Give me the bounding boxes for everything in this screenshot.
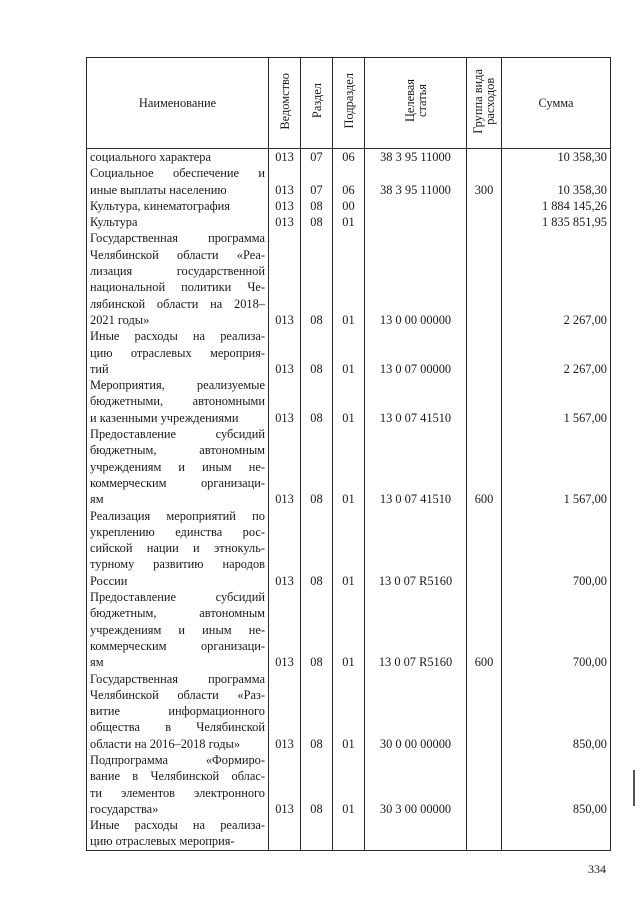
cell-podrazdel: 06 [333,149,365,166]
cell-name: Реализация мероприятий по укреплению единства рос- сийской нации и этнокуль- турному развитию народов России [87,508,269,589]
cell-podrazdel: 01 [333,377,365,426]
cell-vedomstvo: 013 [269,149,301,166]
table-row [87,230,611,328]
cell-podrazdel: 01 [333,671,365,752]
cell-podrazdel: 01 [333,508,365,589]
table-row [87,149,611,166]
cell-vedomstvo: 013 [269,589,301,670]
cell-vedomstvo: 013 [269,328,301,377]
cell-summa [502,817,611,850]
table-row [87,817,611,850]
cell-gruppa-vida [467,198,502,214]
cell-summa: 10 358,30 [502,165,611,198]
cell-razdel: 08 [301,377,333,426]
cell-summa: 1 567,00 [502,377,611,426]
cell-gruppa-vida [467,214,502,230]
table-row [87,165,611,198]
table-row [87,508,611,589]
cell-tselevaya-statya: 30 3 00 00000 [365,752,467,817]
cell-summa: 1 884 145,26 [502,198,611,214]
table-row [87,214,611,230]
table-row [87,752,611,817]
cell-razdel: 08 [301,328,333,377]
cell-razdel: 08 [301,214,333,230]
cell-name: Мероприятия, реализуемые бюджетными, автономными и казенными учреждениями [87,377,269,426]
header-podrazdel: Подраздел [333,58,365,149]
header-razdel: Раздел [301,58,333,149]
cell-gruppa-vida [467,508,502,589]
cell-summa: 850,00 [502,752,611,817]
cell-vedomstvo: 013 [269,377,301,426]
cell-podrazdel: 01 [333,426,365,507]
cell-razdel: 08 [301,230,333,328]
cell-summa: 2 267,00 [502,230,611,328]
cell-name: социального характера [87,149,269,166]
scan-edge-mark [633,770,635,806]
cell-vedomstvo: 013 [269,671,301,752]
cell-vedomstvo: 013 [269,508,301,589]
cell-razdel [301,817,333,850]
cell-summa: 2 267,00 [502,328,611,377]
header-tselevaya-statya: Целевая статья [365,58,467,149]
cell-vedomstvo: 013 [269,752,301,817]
cell-razdel: 07 [301,165,333,198]
cell-summa: 1 567,00 [502,426,611,507]
table-row [87,198,611,214]
cell-tselevaya-statya [365,817,467,850]
cell-razdel: 07 [301,149,333,166]
cell-name: Предоставление субсидий бюджетным, автономным учреждениям и иным не- коммерческим организаци- ям [87,426,269,507]
cell-podrazdel: 01 [333,589,365,670]
table-row [87,328,611,377]
cell-podrazdel: 06 [333,165,365,198]
cell-name: Культура, кинематография [87,198,269,214]
cell-gruppa-vida [467,328,502,377]
cell-name: Социальное обеспечение и иные выплаты населению [87,165,269,198]
cell-summa: 700,00 [502,589,611,670]
cell-vedomstvo: 013 [269,198,301,214]
cell-tselevaya-statya: 30 0 00 00000 [365,671,467,752]
cell-razdel: 08 [301,752,333,817]
budget-table [86,57,611,851]
cell-gruppa-vida [467,149,502,166]
cell-tselevaya-statya: 13 0 00 00000 [365,230,467,328]
cell-razdel: 08 [301,671,333,752]
cell-tselevaya-statya: 13 0 07 R5160 [365,589,467,670]
cell-podrazdel: 01 [333,328,365,377]
header-row [87,58,611,149]
table-row [87,426,611,507]
cell-name: Предоставление субсидий бюджетным, автономным учреждениям и иным не- коммерческим организаци- ям [87,589,269,670]
cell-tselevaya-statya: 13 0 07 00000 [365,328,467,377]
cell-summa: 700,00 [502,508,611,589]
cell-podrazdel [333,817,365,850]
cell-summa: 850,00 [502,671,611,752]
cell-tselevaya-statya: 38 3 95 11000 [365,149,467,166]
cell-gruppa-vida: 600 [467,426,502,507]
cell-name: Государственная программа Челябинской области «Раз- витие информационного общества в Челябинской области на 2016–2018 годы» [87,671,269,752]
cell-gruppa-vida: 300 [467,165,502,198]
header-summa: Сумма [502,58,611,149]
cell-summa: 1 835 851,95 [502,214,611,230]
cell-tselevaya-statya: 13 0 07 41510 [365,377,467,426]
cell-tselevaya-statya [365,214,467,230]
cell-gruppa-vida [467,230,502,328]
cell-name: Государственная программа Челябинской области «Реа- лизация государственной национальной политики Че- лябинской области на 2018– 2021 годы» [87,230,269,328]
cell-tselevaya-statya [365,198,467,214]
header-name: Наименование [87,58,269,149]
cell-razdel: 08 [301,508,333,589]
cell-vedomstvo: 013 [269,165,301,198]
cell-vedomstvo: 013 [269,426,301,507]
header-vedomstvo: Ведомство [269,58,301,149]
cell-name: Иные расходы на реализа- цию отраслевых мероприя- [87,817,269,850]
cell-tselevaya-statya: 38 3 95 11000 [365,165,467,198]
cell-podrazdel: 01 [333,214,365,230]
cell-razdel: 08 [301,426,333,507]
cell-name: Иные расходы на реализа- цию отраслевых мероприя- тий [87,328,269,377]
cell-podrazdel: 00 [333,198,365,214]
cell-gruppa-vida [467,752,502,817]
cell-tselevaya-statya: 13 0 07 41510 [365,426,467,507]
cell-gruppa-vida [467,377,502,426]
table-row [87,671,611,752]
cell-name: Подпрограмма «Формиро- вание в Челябинской облас- ти элементов электронного государства» [87,752,269,817]
table-body [87,149,611,851]
cell-podrazdel: 01 [333,230,365,328]
cell-name: Культура [87,214,269,230]
cell-gruppa-vida [467,817,502,850]
header-gruppa-vida: Группа вида расходов [467,58,502,149]
cell-razdel: 08 [301,589,333,670]
cell-summa: 10 358,30 [502,149,611,166]
table-row [87,377,611,426]
cell-vedomstvo: 013 [269,214,301,230]
cell-razdel: 08 [301,198,333,214]
cell-vedomstvo [269,817,301,850]
cell-gruppa-vida: 600 [467,589,502,670]
cell-gruppa-vida [467,671,502,752]
cell-podrazdel: 01 [333,752,365,817]
table-row [87,589,611,670]
cell-tselevaya-statya: 13 0 07 R5160 [365,508,467,589]
page-number: 334 [588,862,606,876]
cell-vedomstvo: 013 [269,230,301,328]
